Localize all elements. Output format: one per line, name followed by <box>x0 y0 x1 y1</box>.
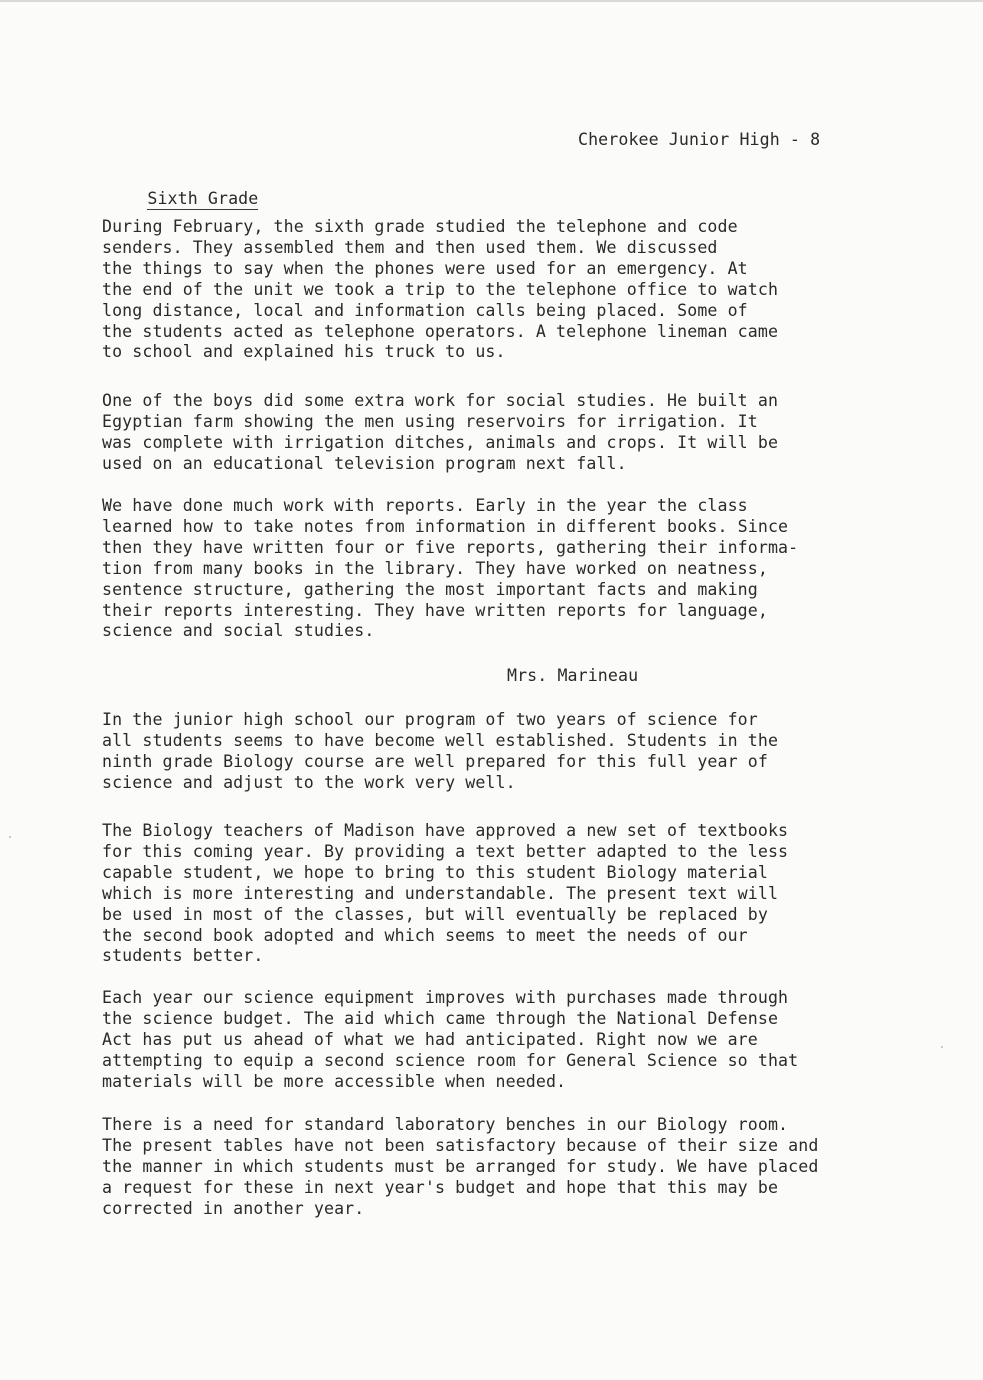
paragraph-line: attempting to equip a second science room for General Science so that <box>102 1050 799 1070</box>
paragraph-line: which is more interesting and understandable. The present text will <box>102 883 779 903</box>
paragraph-line: There is a need for standard laboratory benches in our Biology room. <box>102 1115 789 1134</box>
paragraph-line: the students acted as telephone operators. A telephone lineman came <box>102 321 779 341</box>
paragraph-line: the science budget. The aid which came through the National Defense <box>102 1008 779 1028</box>
paragraph-line: for this coming year. By providing a text better adapted to the less <box>102 841 789 861</box>
teacher-signature: Mrs. Marineau <box>507 666 639 685</box>
section-title-text: Sixth Grade <box>147 189 259 208</box>
paragraph-line: The present tables have not been satisfactory because of their size and <box>102 1135 819 1155</box>
paragraph-line: used on an educational television program next fall. <box>102 453 627 473</box>
paragraph-line: learned how to take notes from information in different books. Since <box>102 516 789 536</box>
paragraph-line: Act has put us ahead of what we had anticipated. Right now we are <box>102 1029 758 1049</box>
paragraph-line: We have done much work with reports. Early in the year the class <box>102 496 748 515</box>
paragraph-line: their reports interesting. They have written reports for language, <box>102 600 768 620</box>
paragraph-line: science and adjust to the work very well. <box>102 772 516 792</box>
paragraph-line: corrected in another year. <box>102 1198 365 1218</box>
paragraph-reports <box>102 496 882 642</box>
paragraph-line: sentence structure, gathering the most important facts and making <box>102 579 758 599</box>
scan-speck <box>9 836 11 838</box>
paragraph-laboratory-benches <box>102 1115 882 1220</box>
paragraph-science-equipment <box>102 988 882 1093</box>
page-top-edge <box>0 0 983 2</box>
paragraph-line: Egyptian farm showing the men using reservoirs for irrigation. It <box>102 411 758 431</box>
paragraph-line: then they have written four or five reports, gathering their informa- <box>102 537 799 557</box>
paragraph-line: was complete with irrigation ditches, animals and crops. It will be <box>102 432 779 452</box>
paragraph-science-program <box>102 710 882 794</box>
paragraph-line: all students seems to have become well established. Students in the <box>102 730 779 750</box>
paragraph-line: materials will be more accessible when needed. <box>102 1071 567 1091</box>
paragraph-line: the end of the unit we took a trip to the telephone office to watch <box>102 279 779 299</box>
paragraph-line: the second book adopted and which seems to meet the needs of our <box>102 925 748 945</box>
paragraph-line: be used in most of the classes, but will eventually be replaced by <box>102 904 768 924</box>
paragraph-line: During February, the sixth grade studied the telephone and code <box>102 217 738 236</box>
paragraph-line: The Biology teachers of Madison have approved a new set of textbooks <box>102 821 789 840</box>
paragraph-line: Each year our science equipment improves with purchases made through <box>102 988 789 1007</box>
paragraph-egyptian-farm <box>102 391 882 475</box>
paragraph-telephone-unit <box>102 217 882 363</box>
paragraph-line: ninth grade Biology course are well prepared for this full year of <box>102 751 768 771</box>
scan-speck <box>941 1046 943 1048</box>
paragraph-line: senders. They assembled them and then used them. We discussed <box>102 237 718 257</box>
paragraph-line: long distance, local and information calls being placed. Some of <box>102 300 748 320</box>
paragraph-line: the manner in which students must be arranged for study. We have placed <box>102 1156 819 1176</box>
running-head: Cherokee Junior High - 8 <box>578 130 821 149</box>
paragraph-line: tion from many books in the library. They have worked on neatness, <box>102 558 768 578</box>
paragraph-line: capable student, we hope to bring to this student Biology material <box>102 862 768 882</box>
paragraph-line: students better. <box>102 946 264 966</box>
paragraph-line: the things to say when the phones were used for an emergency. At <box>102 258 748 278</box>
paragraph-line: to school and explained his truck to us. <box>102 342 506 362</box>
paragraph-line: a request for these in next year's budget and hope that this may be <box>102 1177 779 1197</box>
paragraph-biology-textbooks <box>102 821 882 967</box>
paragraph-line: In the junior high school our program of two years of science for <box>102 710 758 729</box>
paragraph-line: One of the boys did some extra work for social studies. He built an <box>102 391 779 410</box>
paragraph-line: science and social studies. <box>102 621 375 641</box>
